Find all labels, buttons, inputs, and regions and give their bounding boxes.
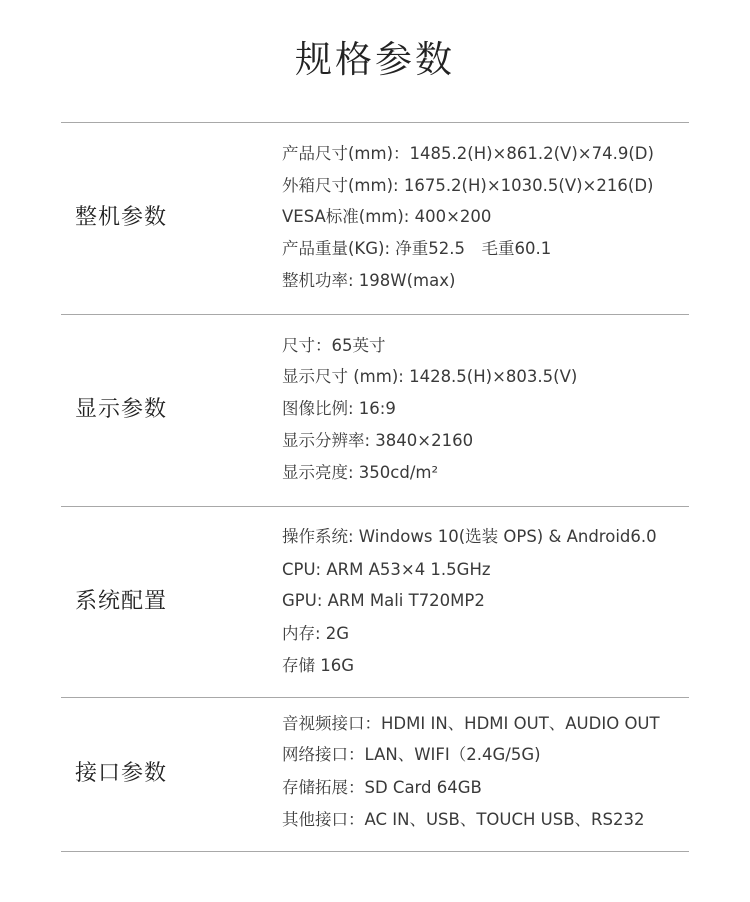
page-title: 规格参数 — [295, 38, 455, 81]
spec-line: CPU: ARM A53×4 1.5GHz — [282, 560, 491, 579]
spec-line: GPU: ARM Mali T720MP2 — [282, 591, 485, 610]
spec-line: 显示亮度: 350cd/m² — [282, 463, 439, 482]
section-label: 接口参数 — [75, 761, 168, 786]
section-divider — [61, 851, 689, 852]
spec-line: 外箱尺寸(mm): 1675.2(H)×1030.5(V)×216(D) — [282, 176, 654, 195]
section-divider — [61, 697, 689, 698]
section-divider — [61, 122, 689, 123]
section-divider — [61, 314, 689, 315]
spec-line: 存储拓展：SD Card 64GB — [282, 778, 482, 797]
spec-line: 产品尺寸(mm)：1485.2(H)×861.2(V)×74.9(D) — [282, 144, 654, 163]
section-label: 系统配置 — [75, 589, 168, 614]
section-label: 显示参数 — [75, 397, 168, 422]
spec-line: 其他接口：AC IN、USB、TOUCH USB、RS232 — [282, 810, 645, 829]
spec-line: 整机功率: 198W(max) — [282, 271, 456, 290]
section-label: 整机参数 — [75, 205, 168, 230]
spec-line: 音视频接口：HDMI IN、HDMI OUT、AUDIO OUT — [282, 714, 660, 733]
spec-line: 操作系统: Windows 10(选装 OPS) & Android6.0 — [282, 527, 657, 546]
spec-line: 显示分辨率: 3840×2160 — [282, 431, 474, 450]
spec-line: 存储 16G — [282, 656, 355, 675]
spec-line: 尺寸：65英寸 — [282, 336, 386, 355]
spec-line: 内存: 2G — [282, 624, 350, 643]
spec-line: 显示尺寸 (mm): 1428.5(H)×803.5(V) — [282, 367, 578, 386]
spec-line: 网络接口：LAN、WIFI（2.4G/5G) — [282, 745, 541, 764]
spec-line: VESA标准(mm): 400×200 — [282, 207, 492, 226]
section-divider — [61, 506, 689, 507]
spec-line: 产品重量(KG): 净重52.5 毛重60.1 — [282, 239, 552, 258]
spec-line: 图像比例: 16:9 — [282, 399, 396, 418]
